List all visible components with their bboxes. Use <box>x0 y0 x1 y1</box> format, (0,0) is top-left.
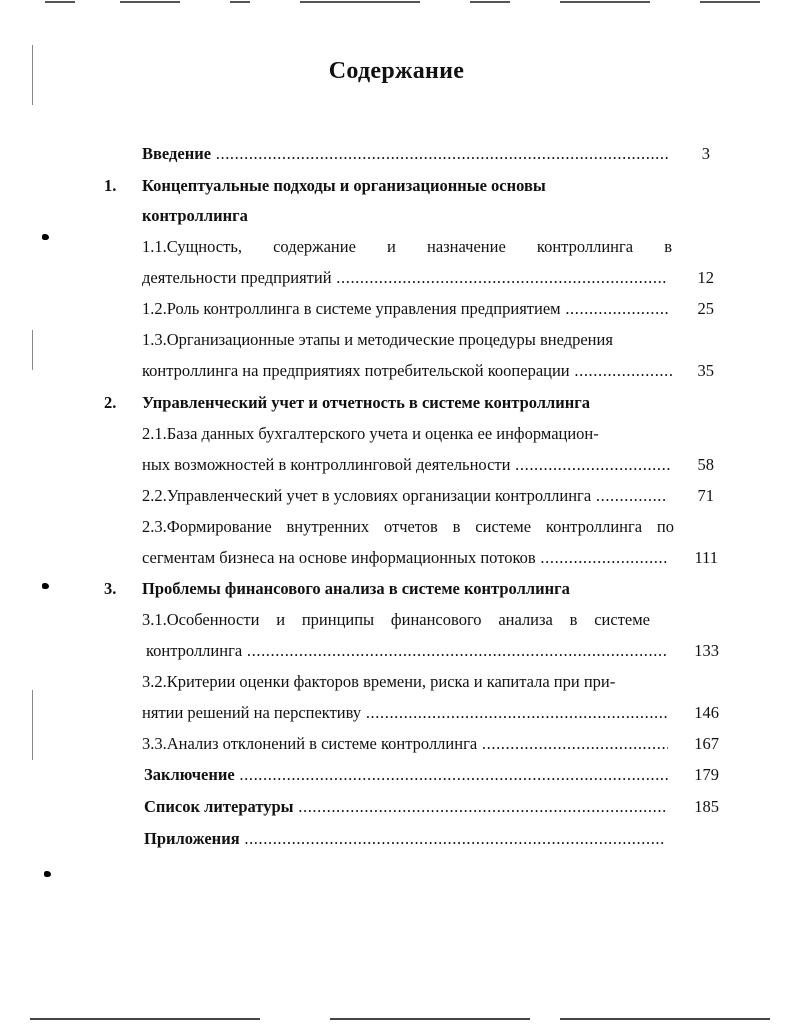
chapter-number: 3. <box>104 579 117 598</box>
toc-label: 1.3.Организационные этапы и методические процедуры внедрения <box>142 330 613 349</box>
toc-page: 35 <box>697 361 714 380</box>
toc-label: 1.2.Роль контроллинга в системе управления предприятием ..... <box>142 296 668 322</box>
toc-label: 2.2.Управленческий учет в условиях организации контроллинга ..... <box>142 483 668 509</box>
toc-section-1-1-cont <box>0 265 793 291</box>
toc-page: 185 <box>694 797 719 816</box>
toc-label: 3.2.Критерии оценки факторов времени, риска и капитала при при- <box>142 672 616 691</box>
toc-label: нятии решений на перспективу ..... <box>142 700 668 726</box>
toc-page: 167 <box>694 734 719 753</box>
chapter-number: 1. <box>104 176 117 195</box>
toc-section-2-3 <box>0 514 793 540</box>
toc-label: Список литературы ..... <box>144 794 668 820</box>
toc-section-1-3-cont <box>0 358 793 384</box>
toc-section-2-2 <box>0 483 793 509</box>
toc-section-2-3-cont <box>0 545 793 571</box>
toc-label: 3.1.Особенности и принципы финансового анализа в системе <box>142 610 650 629</box>
scan-bottom-edge <box>0 1018 793 1021</box>
toc-page: 3 <box>701 144 710 163</box>
toc-label: Проблемы финансового анализа в системе контроллинга <box>142 579 570 598</box>
toc-chapter-3 <box>0 576 793 602</box>
toc-chapter-1 <box>0 173 793 199</box>
toc-chapter-1-cont <box>0 203 793 229</box>
toc-page: 146 <box>694 703 719 722</box>
toc-label: деятельности предприятий ..... <box>142 265 668 291</box>
toc-page: 133 <box>694 641 719 660</box>
toc-label: 3.3.Анализ отклонений в системе контроллинга ..... <box>142 731 668 757</box>
toc-label: 1.1.Сущность, содержание и назначение контроллинга в <box>142 237 672 256</box>
toc-section-3-2-cont <box>0 700 793 726</box>
toc-section-3-2 <box>0 669 793 695</box>
toc-section-3-1 <box>0 607 793 633</box>
toc-chapter-2 <box>0 390 793 416</box>
toc-label: Приложения ..... <box>144 826 664 852</box>
toc-label: контроллинга <box>142 206 248 225</box>
toc-page: 12 <box>697 268 714 287</box>
toc-entry-references <box>0 794 793 820</box>
toc-page: 25 <box>697 299 714 318</box>
toc-entry-intro <box>0 141 793 167</box>
toc-label: Заключение ..... <box>144 762 668 788</box>
toc-label: контроллинга ..... <box>146 638 668 664</box>
toc-section-3-3 <box>0 731 793 757</box>
toc-section-1-1 <box>0 234 793 260</box>
toc-section-3-1-cont <box>0 638 793 664</box>
toc-section-2-1-cont <box>0 452 793 478</box>
toc-page: 111 <box>694 548 718 567</box>
page-title: Содержание <box>328 58 465 84</box>
toc-page: 71 <box>697 486 714 505</box>
toc-entry-conclusion <box>0 762 793 788</box>
toc-label: ных возможностей в контроллинговой деятельности ..... <box>142 452 672 478</box>
ink-blot <box>44 871 51 877</box>
toc-label: Введение ..... <box>142 141 668 167</box>
toc-section-2-1 <box>0 421 793 447</box>
toc-label: Управленческий учет и отчетность в системе контроллинга <box>142 393 591 412</box>
toc-label: Концептуальные подходы и организационные основы <box>142 176 546 195</box>
toc-section-1-3 <box>0 327 793 353</box>
scan-top-edge <box>0 0 793 6</box>
toc-entry-appendix <box>0 826 793 852</box>
toc-label: 2.3.Формирование внутренних отчетов в системе контроллинга по <box>142 517 674 536</box>
toc-label: сегментам бизнеса на основе информационных потоков ..... <box>142 545 668 571</box>
toc-page: 58 <box>697 455 714 474</box>
toc-label: контроллинга на предприятиях потребительской кооперации ..... <box>142 358 672 384</box>
chapter-number: 2. <box>104 393 117 412</box>
toc-page: 179 <box>694 765 719 784</box>
toc-section-1-2 <box>0 296 793 322</box>
toc-label: 2.1.База данных бухгалтерского учета и оценка ее информацион- <box>142 424 599 443</box>
